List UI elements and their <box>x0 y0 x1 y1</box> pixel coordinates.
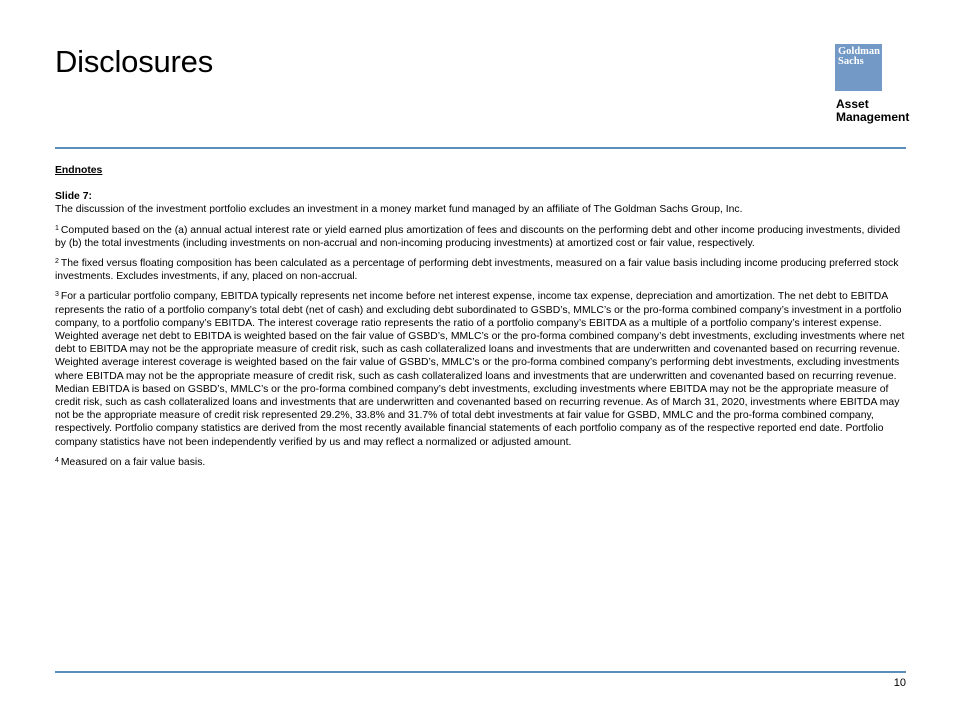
endnote-text: Computed based on the (a) annual actual interest rate or yield earned plus amortization of fees and discounts on the performing debt and other income producing investments, divided by (b) the total investments (including investments on non-accrual and non-incoming producing investments) at amortized cost or fair value, respectively. <box>55 224 901 249</box>
endnote-text: For a particular portfolio company, EBITDA typically represents net income before net interest expense, income tax expense, depreciation and amortization. The net debt to EBITDA represents the ratio of a portfolio company’s total debt (net of cash) and excluding debt subordinated to GSBD’s, MMLC’s or the pro-forma combined company’s investment in a portfolio company, to a portfolio company’s EBITDA. The interest coverage ratio represents the ratio of a portfolio company’s EBITDA as a multiple of a portfolio company’s interest expense. Weighted average net debt to EBITDA is weighted based on the fair value of GSBD’s, MMLC’s or the pro-forma combined company’s debt investments, excluding investments where net debt to EBITDA may not be the appropriate measure of credit risk, such as cash collateralized loans and investments that are underwritten and covenanted based on recurring revenue. Weighted average interest coverage is weighted based on the fair value of GSBD’s, MMLC’s or the pro-forma combined company’s performing debt investments, excluding investments where EBITDA may not be the appropriate measure of credit risk, such as cash collateralized loans and investments that are underwritten and covenanted based on recurring revenue. Median EBITDA is based on GSBD’s, MMLC’s or the pro-forma combined company’s debt investments, excluding investments where EBITDA may not be the appropriate measure of credit risk, such as cash collateralized loans and investments that are underwritten and covenanted based on recurring revenue. As of March 31, 2020, investments where EBITDA may not be the appropriate measure of credit risk represented 29.2%, 33.8% and 31.7% of total debt investments at fair value for GSBD, MMLC and the pro-forma combined company, respectively. Portfolio company statistics are derived from the most recently available financial statements of each portfolio company as of the respective reported end date. Portfolio company statistics have not been independently verified by us and may reflect a normalized or adjusted amount. <box>55 291 905 448</box>
goldman-sachs-logo <box>835 44 882 91</box>
header-divider <box>55 147 906 149</box>
endnotes-heading: Endnotes <box>55 165 103 176</box>
endnote-4 <box>55 456 907 469</box>
endnote-text: Measured on a fair value basis. <box>60 456 206 468</box>
endnote-2 <box>55 257 907 283</box>
page-number: 10 <box>893 677 906 689</box>
footnote-marker: 3 <box>55 291 59 299</box>
footnote-marker: 1 <box>55 224 59 232</box>
page-title: Disclosures <box>55 44 214 79</box>
logo-sub-line1: Asset <box>836 97 869 111</box>
logo-brand-line1: Goldman <box>838 46 881 57</box>
asset-management-label <box>836 98 909 124</box>
intro-paragraph: The discussion of the investment portfolio excludes an investment in a money market fund managed by an affiliate of The Goldman Sachs Group, Inc. <box>55 204 743 216</box>
logo-sub-line2: Management <box>836 110 910 124</box>
footer-divider <box>55 671 906 673</box>
slide-reference: Slide 7: <box>55 191 92 203</box>
endnote-text: The fixed versus floating composition has been calculated as a percentage of performing debt investments, measured on a fair value basis including income producing preferred stock investments. Excludes investments, if any, placed on non-accrual. <box>55 258 899 283</box>
footnote-marker: 2 <box>55 258 59 266</box>
endnotes-section <box>55 164 907 476</box>
endnote-3 <box>55 290 907 448</box>
logo-brand-line2: Sachs <box>838 56 864 67</box>
endnote-1 <box>55 224 907 250</box>
footnote-marker: 4 <box>55 456 59 464</box>
